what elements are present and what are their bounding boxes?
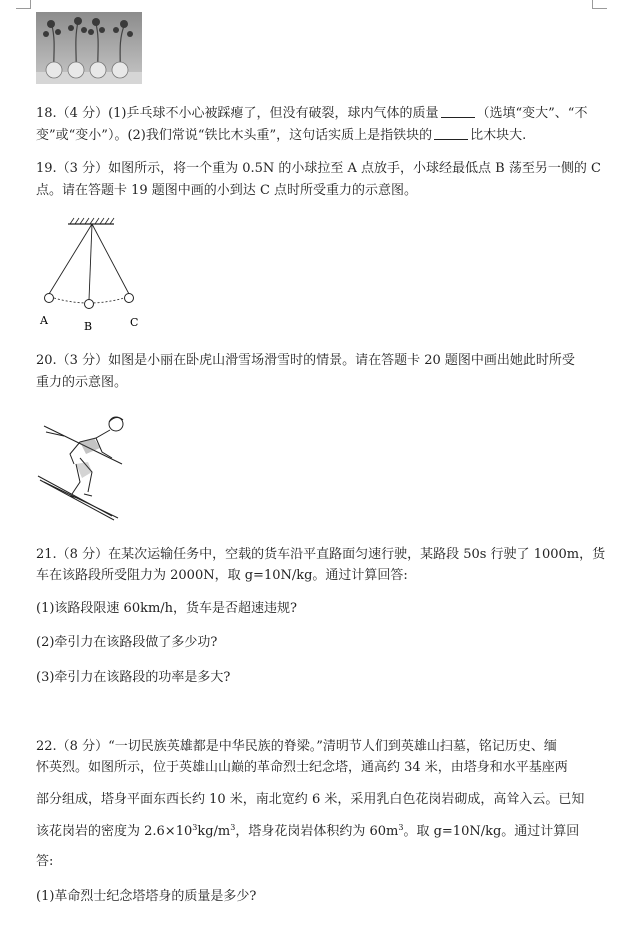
q18-text-c: 变”或“变小”）。(2)我们常说“铁比木头重”，这句话实质上是指铁块的 [36,128,433,143]
string-to-b [89,224,92,300]
q22-line-1: 22.（8 分）“一切民族英雄都是中华民族的脊梁。”清明节人们到英雄山扫墓，铭记历史、缅 [36,739,557,754]
label-b: B [84,320,93,333]
q21-sub-2: (2)牵引力在该路段做了多少功? [36,635,218,650]
string-to-c [92,224,129,294]
q20-line-2: 重力的示意图。 [36,375,128,390]
ball-a [45,294,54,303]
q22-line-2: 怀英烈。如图所示，位于英雄山山巅的革命烈士纪念塔，通高约 34 米，由塔身和水平基座两 [36,760,568,775]
q18-text-b: （选填“变大”、“不 [476,106,588,121]
q18-text-d: 比木块大. [470,128,527,143]
q21-line-2: 车在该路段所受阻力为 2000N，取 g=10N/kg。通过计算回答: [36,568,408,583]
q18-text-a: 18.（4 分）(1)乒乓球不小心被踩瘪了，但没有破裂，球内气体的质量 [36,106,439,121]
label-a: A [40,314,48,327]
q22-line-3: 部分组成，塔身平面东西长约 10 米，南北宽约 6 米，采用乳白色花岗岩砌成，高耸入云。已知 [36,792,585,807]
q18-blank-1 [441,105,475,118]
string-to-a [49,224,92,294]
q19-line-1: 19.（3 分）如图所示，将一个重为 0.5N 的小球拉至 A 点放手，小球经最低点 B 荡至另一侧的 C [36,161,601,176]
q18-line-2 [36,127,526,145]
q21-line-1: 21.（8 分）在某次运输任务中，空载的货车沿平直路面匀速行驶，某路段 50s 行驶了 1000m，货 [36,547,606,562]
q18-line-1 [36,105,587,123]
q22-sub-1: (1)革命烈士纪念塔塔身的质量是多少? [36,889,257,904]
q22-line-4: 该花岗岩的密度为 $2.6\times 10^3kg/m^3$，塔身花岗岩体积约为 $60m^3$。取 g=10N/kg。通过计算回 [36,823,580,839]
q21-sub-1: (1)该路段限速 60km/h，货车是否超速违规? [36,601,298,616]
flowers-in-glasses-image [36,12,142,84]
skier-figure [36,406,132,522]
ceiling-hatch [68,218,114,224]
q18-blank-2 [434,127,468,140]
pendulum-figure [32,212,152,336]
page-corner-mark-left [16,0,31,9]
ball-c [125,294,134,303]
q20-line-1: 20.（3 分）如图是小丽在卧虎山滑雪场滑雪时的情景。请在答题卡 20 题图中画出她此时所受 [36,353,575,368]
page-corner-mark-right [592,0,607,9]
q22-line-5: 答: [36,854,54,869]
ball-b [85,300,94,309]
q19-line-2: 点。请在答题卡 19 题图中画的小到达 C 点时所受重力的示意图。 [36,183,418,198]
label-c: C [130,316,139,329]
q21-sub-3: (3)牵引力在该路段的功率是多大? [36,670,231,685]
